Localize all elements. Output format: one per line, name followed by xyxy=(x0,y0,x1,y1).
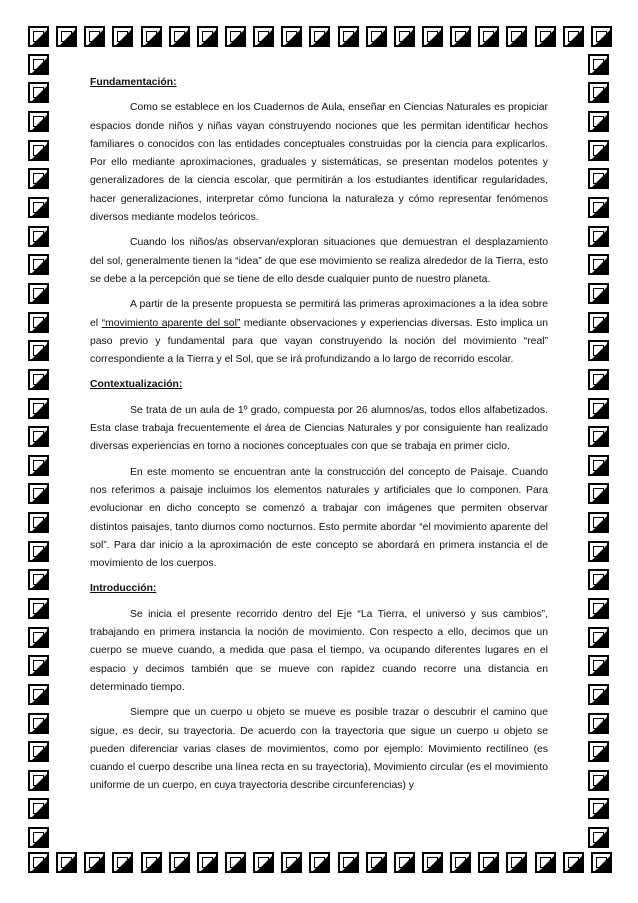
border-tile-icon xyxy=(588,197,609,218)
border-tile-icon xyxy=(84,26,105,47)
border-tile-icon xyxy=(588,455,609,476)
border-tile-icon xyxy=(366,852,387,873)
border-tile-icon xyxy=(28,483,49,504)
paragraph: Como se establece en los Cuadernos de Aula, enseñar en Ciencias Naturales es propiciar espacios donde niños y niñas vayan construyendo nociones que les permitan identificar hechos familiares o conocidos con las entidades conceptuales construidas por la ciencia para explicarlos. Por ello mediante aproximaciones, graduales y sistemáticas, se presentan modelos potentes y generalizadores de la ciencia escolar, que permitirán a los estudiantes identificar regularidades, hacer generalizaciones, interpretar cómo funciona la naturaleza y cómo representar fenómenos diversos mediante modelos teóricos. xyxy=(90,102,548,224)
border-tile-icon xyxy=(478,852,499,873)
paragraph: Se trata de un aula de 1º grado, compuesta por 26 alumnos/as, todos ellos alfabetizados. Esta clase trabaja frecuentemente el área de Ciencias Naturales y por consiguiente han realizado diversas experiencias en torno a nociones conceptuales con que se trabaja en primer ciclo. xyxy=(90,404,548,453)
border-tile-icon xyxy=(281,26,302,47)
border-tile-icon xyxy=(28,283,49,304)
border-tile-icon xyxy=(450,26,471,47)
border-tile-icon xyxy=(28,369,49,390)
border-tile-icon xyxy=(588,770,609,791)
border-tile-icon xyxy=(588,312,609,333)
border-tile-icon xyxy=(28,111,49,132)
border-tile-icon xyxy=(141,26,162,47)
border-tile-icon xyxy=(84,852,105,873)
border-tile-icon xyxy=(28,655,49,676)
border-tile-icon xyxy=(28,82,49,103)
paragraph: Siempre que un cuerpo u objeto se mueve es posible trazar o descubrir el camino que sigue, es decir, su trayectoria. De acuerdo con la trayectoria que sigue un cuerpo u objeto se pueden diferenciar varias clases de movimientos, como por ejemplo: Movimiento rectilíneo (es cuando el cuerpo describe una línea recta en su trayectoria), Movimiento circular (es el movimiento uniforme de un cuerpo, en cuya trayectoria describe circunferencias) y xyxy=(90,707,548,792)
border-tile-icon xyxy=(28,713,49,734)
border-tile-icon xyxy=(588,655,609,676)
border-tile-icon xyxy=(28,254,49,275)
border-tile-icon xyxy=(588,598,609,619)
border-tile-icon xyxy=(28,398,49,419)
border-tile-icon xyxy=(28,226,49,247)
border-tile-icon xyxy=(28,827,49,848)
document-body xyxy=(90,74,548,803)
border-tile-icon xyxy=(169,26,190,47)
border-tile-icon xyxy=(588,512,609,533)
border-tile-icon xyxy=(197,852,218,873)
border-tile-icon xyxy=(478,26,499,47)
border-tile-icon xyxy=(535,26,556,47)
border-tile-icon xyxy=(28,569,49,590)
border-tile-icon xyxy=(338,852,359,873)
border-tile-icon xyxy=(588,340,609,361)
border-tile-icon xyxy=(169,852,190,873)
border-tile-icon xyxy=(28,455,49,476)
paragraph-text: A partir de la presente propuesta se permitirá las primeras aproximaciones a la idea sobre el xyxy=(90,299,548,329)
border-tile-icon xyxy=(28,168,49,189)
border-tile-icon xyxy=(28,770,49,791)
heading-introduccion: Introducción: xyxy=(90,583,157,595)
paragraph: Se inicia el presente recorrido dentro del Eje “La Tierra, el universo y sus cambios”, trabajando en primera instancia la noción de movimiento. Con respecto a ello, decimos que un cuerpo se mueve cuando, a medida que pasa el tiempo, va ocupando diferentes lugares en el espacio y decimos también que se mueve con rapidez cuando recorre una distancia en determinado tiempo. xyxy=(90,608,548,693)
border-tile-icon xyxy=(588,82,609,103)
border-tile-icon xyxy=(588,140,609,161)
border-tile-icon xyxy=(588,54,609,75)
border-tile-icon xyxy=(591,26,612,47)
border-tile-icon xyxy=(563,852,584,873)
border-tile-icon xyxy=(394,852,415,873)
border-tile-icon xyxy=(563,26,584,47)
border-tile-icon xyxy=(28,627,49,648)
heading-contextualizacion: Contextualización: xyxy=(90,379,183,391)
border-tile-icon xyxy=(588,627,609,648)
border-tile-icon xyxy=(28,54,49,75)
border-tile-icon xyxy=(422,852,443,873)
border-tile-icon xyxy=(506,852,527,873)
border-tile-icon xyxy=(28,598,49,619)
border-tile-icon xyxy=(141,852,162,873)
border-tile-icon xyxy=(253,26,274,47)
border-tile-icon xyxy=(56,26,77,47)
border-tile-icon xyxy=(506,26,527,47)
paragraph xyxy=(90,296,548,369)
paragraph: Cuando los niños/as observan/exploran situaciones que demuestran el desplazamiento del sol, generalmente tienen la “idea” de que ese movimiento se realiza alrededor de la Tierra, esto se debe a la percepción que se tiene de ello desde cualquier punto de nuestro planeta. xyxy=(90,237,548,285)
border-tile-icon xyxy=(422,26,443,47)
border-tile-icon xyxy=(309,852,330,873)
border-tile-icon xyxy=(588,483,609,504)
border-tile-icon xyxy=(338,26,359,47)
border-tile-icon xyxy=(112,852,133,873)
border-tile-icon xyxy=(588,111,609,132)
decorative-border-top xyxy=(28,26,612,50)
border-tile-icon xyxy=(588,369,609,390)
decorative-border-bottom xyxy=(28,852,612,876)
border-tile-icon xyxy=(28,340,49,361)
border-tile-icon xyxy=(394,26,415,47)
border-tile-icon xyxy=(588,569,609,590)
border-tile-icon xyxy=(588,226,609,247)
border-tile-icon xyxy=(197,26,218,47)
border-tile-icon xyxy=(28,312,49,333)
border-tile-icon xyxy=(28,26,49,47)
border-tile-icon xyxy=(112,26,133,47)
border-tile-icon xyxy=(588,168,609,189)
border-tile-icon xyxy=(253,852,274,873)
border-tile-icon xyxy=(588,254,609,275)
border-tile-icon xyxy=(588,741,609,762)
paragraph-text: mediante observaciones y experiencias diversas. Esto implica un paso previo y fundamental para que vayan construyendo la noción del movimiento “real” correspondiente a la Tierra y el Sol, que se irá profundizando a lo largo de recorrido escolar. xyxy=(90,317,548,366)
border-tile-icon xyxy=(588,713,609,734)
paragraph: En este momento se encuentran ante la construcción del concepto de Paisaje. Cuando nos referimos a paisaje incluimos los elementos naturales y artificiales que lo componen. Para evolucionar en dicho concepto se comenzó a trabajar con imágenes que permiten observar distintos paisajes, tanto diurnos como nocturnos. Esto permite abordar “el movimiento aparente del sol”. Para dar inicio a la aproximación de este concepto se abordará en primera instancia el de movimiento de los cuerpos. xyxy=(90,466,548,570)
border-tile-icon xyxy=(450,852,471,873)
border-tile-icon xyxy=(28,541,49,562)
border-tile-icon xyxy=(28,512,49,533)
border-tile-icon xyxy=(28,798,49,819)
border-tile-icon xyxy=(588,541,609,562)
border-tile-icon xyxy=(28,140,49,161)
border-tile-icon xyxy=(225,852,246,873)
border-tile-icon xyxy=(28,197,49,218)
border-tile-icon xyxy=(588,798,609,819)
underlined-phrase: “movimiento aparente del sol” xyxy=(101,317,241,329)
border-tile-icon xyxy=(588,684,609,705)
border-tile-icon xyxy=(281,852,302,873)
border-tile-icon xyxy=(588,827,609,848)
border-tile-icon xyxy=(28,684,49,705)
border-tile-icon xyxy=(225,26,246,47)
heading-fundamentacion: Fundamentación: xyxy=(90,77,177,88)
decorative-border-right xyxy=(588,50,612,852)
border-tile-icon xyxy=(309,26,330,47)
border-tile-icon xyxy=(28,741,49,762)
border-tile-icon xyxy=(56,852,77,873)
border-tile-icon xyxy=(28,426,49,447)
border-tile-icon xyxy=(366,26,387,47)
border-tile-icon xyxy=(591,852,612,873)
border-tile-icon xyxy=(535,852,556,873)
border-tile-icon xyxy=(588,283,609,304)
border-tile-icon xyxy=(588,398,609,419)
border-tile-icon xyxy=(588,426,609,447)
border-tile-icon xyxy=(28,852,49,873)
decorative-border-left xyxy=(28,50,52,852)
